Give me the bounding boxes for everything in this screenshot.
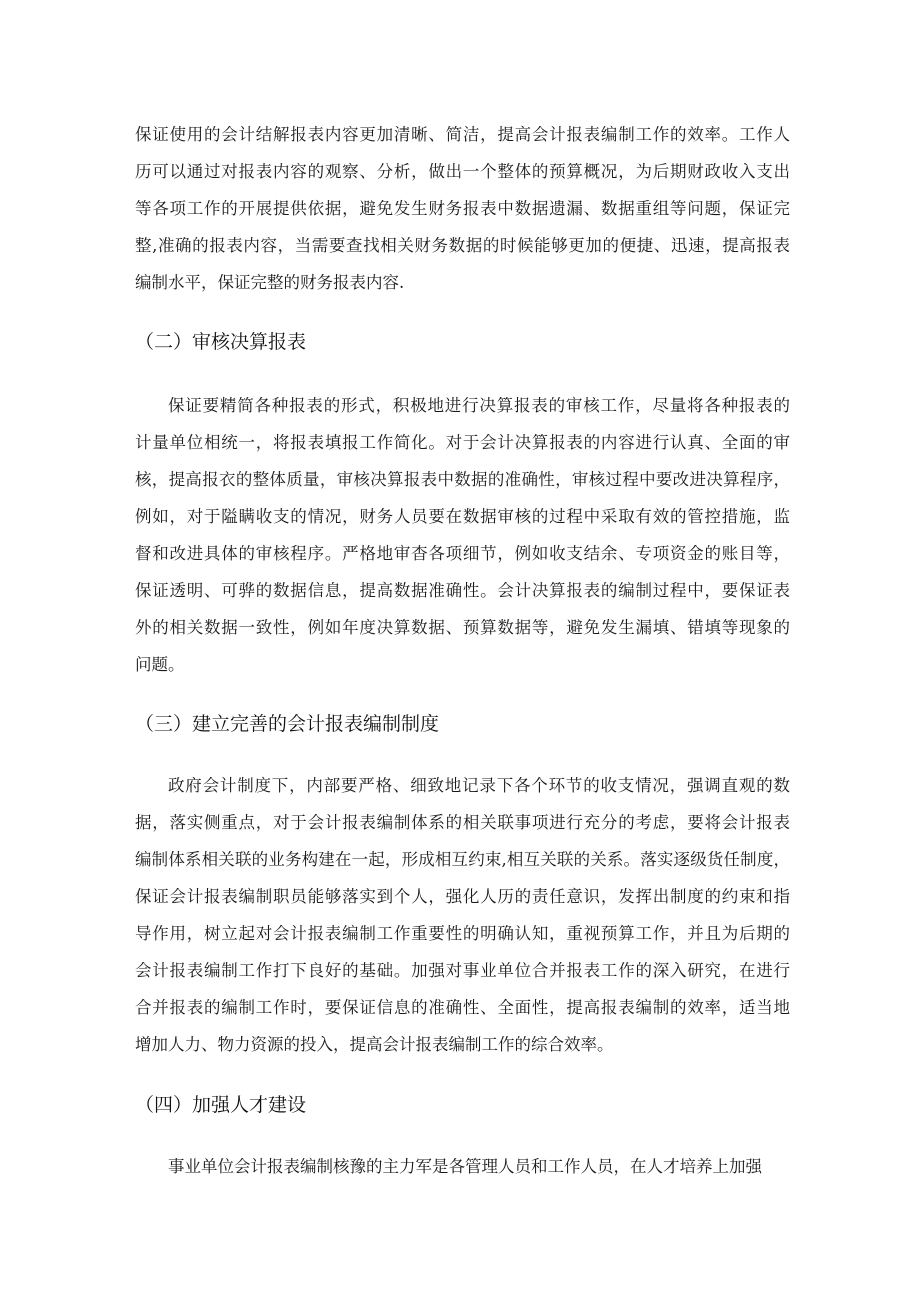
section-heading-4: （四）加强人才建设 [135, 1094, 307, 1116]
paragraph-line: 会计报表编制工作打下良好的基础。加强对事业单位合并报表工作的深入研究，在进行 [135, 961, 790, 980]
paragraph-line: 核，提高报衣的整体质量，审核决算报表中数据的准确性，审核过程中要改进决算程序， [135, 470, 790, 489]
paragraph-line: 导作用，树立起对会计报表编制工作重要性的明确认知，重视预算工作，并且为后期的 [135, 924, 790, 943]
paragraph-line: 事业单位会计报表编制核豫的主力军是各管理人员和工作人员，在人才培养上加强 [168, 1157, 762, 1176]
paragraph-section-3 [135, 767, 790, 1063]
paragraph-line: 等各项工作的开展提供依据，避免发生财务报表中数据遗漏、数据重组等问题，保证完 [135, 199, 790, 218]
paragraph-line: 编制水平，保证完整的财务报表内容. [135, 273, 405, 292]
section-heading-3: （三）建立完善的会计报表编制制度 [135, 713, 440, 735]
paragraph-line: 计量单位相统一，将报表填报工作简化。对于会计决算报表的内容进行认真、全面的审 [135, 433, 790, 452]
paragraph-section-4 [135, 1148, 790, 1185]
paragraph-line: 合并报表的编制工作时，要保证信息的准确性、全面性，提高报表编制的效率，适当地 [135, 998, 790, 1017]
paragraph-line: 整,准确的报表内容，当需要查找相关财务数据的时候能够更加的便捷、迅速，提高报表 [135, 236, 790, 255]
paragraph-line: 督和改进具体的审核程序。严格地审杳各项细节，例如收支结余、专项资金的账目等， [135, 544, 790, 563]
paragraph-line: 据，落实侧重点，对于会计报表编制体系的相关联事项进行充分的考虑，要将会计报表 [135, 813, 790, 832]
paragraph-line: 历可以通过对报表内容的观察、分析，做出一个整体的预算概况，为后期财政收入支出 [135, 162, 790, 181]
paragraph-line: 保证透明、可骅的数据信息，提高数据准确性。会计决算报表的编制过程中，要保证表 [135, 581, 790, 600]
paragraph-line: 保证使用的会计结解报表内容更加清晰、简洁，提高会计报表编制工作的效率。工作人 [135, 125, 790, 144]
paragraph-line: 保证会计报表编制职员能够落实到个人，强化人历的责任意识，发挥出制度的约束和指 [135, 887, 790, 906]
paragraph-line: 例如，对于隘瞒收支的情况，财务人员要在数据审核的过程中采取有效的管控措施，监 [135, 507, 790, 526]
paragraph-intro [135, 116, 790, 301]
paragraph-line: 外的相关数据一致性，例如年度决算数据、预算数据等，避免发生漏填、错填等现象的 [135, 618, 790, 637]
paragraph-line: 编制体系相关联的业务构建在一起，形成相互约束,相互关联的关系。落实逐级货任制度， [135, 850, 790, 869]
paragraph-line: 问题。 [135, 655, 185, 674]
paragraph-line: 保证要精简各种报表的形式，积极地进行决算报表的审核工作，尽量将各种报表的 [168, 396, 790, 415]
paragraph-line: 政府会计制度下，内部要严格、细致地记录下各个环节的收支情况，强调直观的数 [168, 776, 790, 795]
paragraph-line: 增加人力、物力资源的投入，提高会计报表编制工作的综合效率。 [135, 1035, 614, 1054]
paragraph-section-2 [135, 387, 790, 683]
section-heading-2: （二）审核决算报表 [135, 331, 307, 353]
